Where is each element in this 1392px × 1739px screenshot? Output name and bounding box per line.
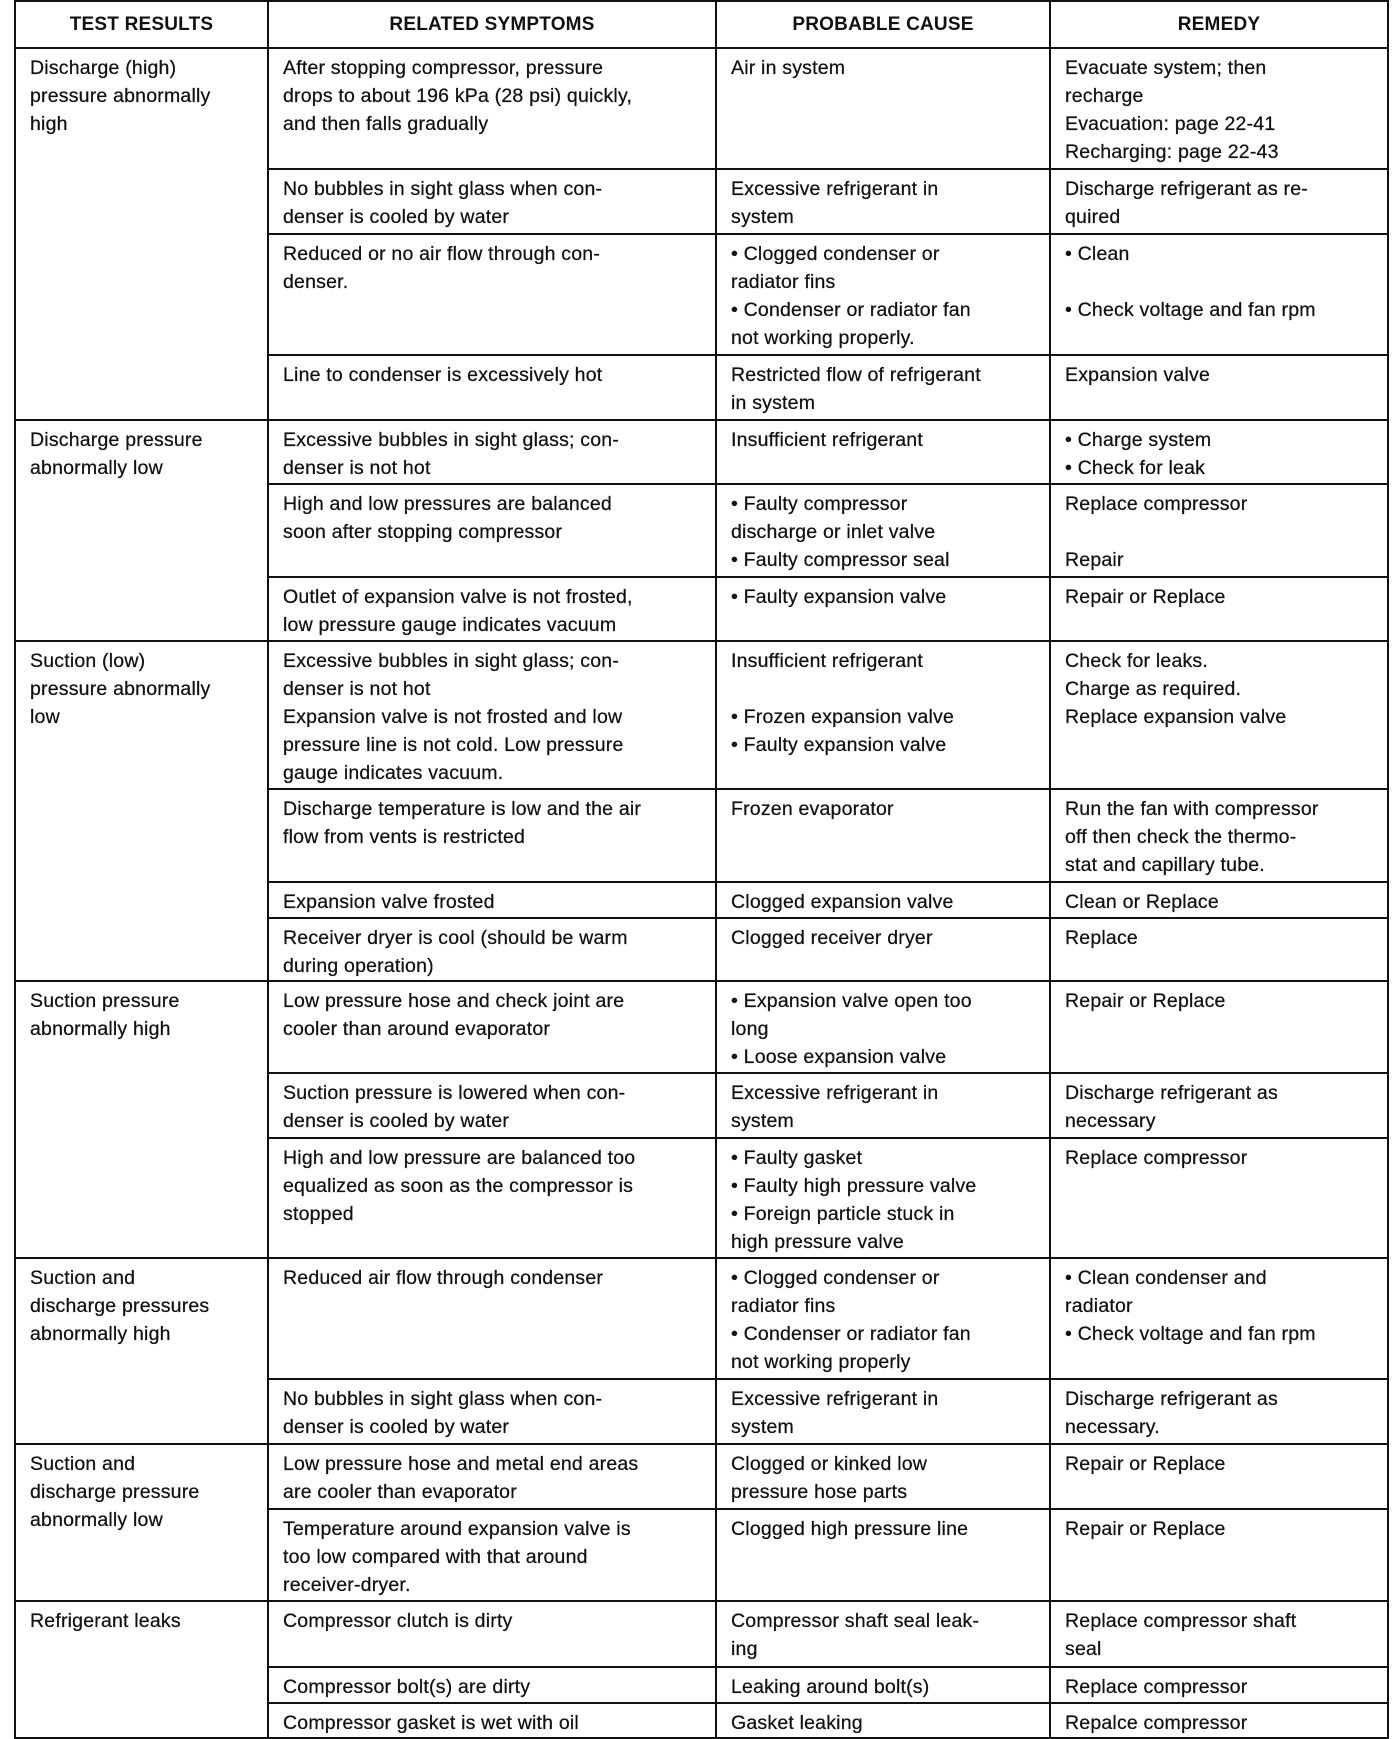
symptom-cell: Compressor gasket is wet with oil <box>268 1703 716 1738</box>
cause-cell: Excessive refrigerant in system <box>716 1073 1050 1138</box>
symptom-cell: Expansion valve frosted <box>268 882 716 918</box>
remedy-cell: Repair or Replace <box>1050 577 1388 641</box>
remedy-cell: Discharge refrigerant as necessary <box>1050 1073 1388 1138</box>
header-row <box>15 1 1388 48</box>
cause-cell: Insufficient refrigerant <box>716 420 1050 484</box>
cause-cell: • Clogged condenser or radiator fins • Condenser or radiator fan not working properly <box>716 1258 1050 1379</box>
symptom-cell: Reduced or no air flow through con- denser. <box>268 234 716 355</box>
cause-cell: Leaking around bolt(s) <box>716 1667 1050 1703</box>
remedy-cell: Repair or Replace <box>1050 1509 1388 1601</box>
remedy-cell: Replace compressor <box>1050 1138 1388 1258</box>
cause-cell: Restricted flow of refrigerant in system <box>716 355 1050 420</box>
symptom-cell: Low pressure hose and metal end areas are cooler than evaporator <box>268 1444 716 1509</box>
symptom-cell: Suction pressure is lowered when con- denser is cooled by water <box>268 1073 716 1138</box>
table-row <box>15 1601 1388 1667</box>
cause-cell: • Expansion valve open too long • Loose expansion valve <box>716 981 1050 1073</box>
remedy-cell: Replace compressor shaft seal <box>1050 1601 1388 1667</box>
cause-cell: Clogged or kinked low pressure hose parts <box>716 1444 1050 1509</box>
header-related-symptoms: RELATED SYMPTOMS <box>268 1 716 48</box>
table-row <box>15 420 1388 484</box>
test-result-cell: Discharge (high) pressure abnormally high <box>15 48 268 420</box>
test-result-cell: Refrigerant leaks <box>15 1601 268 1738</box>
table-row <box>15 1258 1388 1379</box>
cause-cell: • Faulty expansion valve <box>716 577 1050 641</box>
cause-cell: Excessive refrigerant in system <box>716 169 1050 234</box>
cause-cell: Clogged expansion valve <box>716 882 1050 918</box>
symptom-cell: Excessive bubbles in sight glass; con- denser is not hot <box>268 420 716 484</box>
symptom-cell: Excessive bubbles in sight glass; con- denser is not hot Expansion valve is not frosted and low pressure line is not cold. Low pressure gauge indicates vacuum. <box>268 641 716 789</box>
test-result-cell: Suction and discharge pressures abnormally high <box>15 1258 268 1444</box>
remedy-cell: Repair or Replace <box>1050 981 1388 1073</box>
cause-cell: • Faulty compressor discharge or inlet valve • Faulty compressor seal <box>716 484 1050 577</box>
remedy-cell: Clean or Replace <box>1050 882 1388 918</box>
symptom-cell: High and low pressure are balanced too equalized as soon as the compressor is stopped <box>268 1138 716 1258</box>
symptom-cell: Compressor clutch is dirty <box>268 1601 716 1667</box>
cause-cell: Air in system <box>716 48 1050 169</box>
cause-cell: Frozen evaporator <box>716 789 1050 882</box>
remedy-cell: Discharge refrigerant as re- quired <box>1050 169 1388 234</box>
troubleshooting-table <box>14 0 1389 1739</box>
cause-cell: • Clogged condenser or radiator fins • Condenser or radiator fan not working properly. <box>716 234 1050 355</box>
remedy-cell: Repalce compressor <box>1050 1703 1388 1738</box>
cause-cell: Clogged receiver dryer <box>716 918 1050 981</box>
symptom-cell: Temperature around expansion valve is too low compared with that around receiver-dryer. <box>268 1509 716 1601</box>
remedy-cell: Replace <box>1050 918 1388 981</box>
symptom-cell: Compressor bolt(s) are dirty <box>268 1667 716 1703</box>
cause-cell: Clogged high pressure line <box>716 1509 1050 1601</box>
symptom-cell: Discharge temperature is low and the air flow from vents is restricted <box>268 789 716 882</box>
symptom-cell: No bubbles in sight glass when con- denser is cooled by water <box>268 169 716 234</box>
remedy-cell: Run the fan with compressor off then check the thermo- stat and capillary tube. <box>1050 789 1388 882</box>
cause-cell: • Faulty gasket • Faulty high pressure valve • Foreign particle stuck in high pressure valve <box>716 1138 1050 1258</box>
remedy-cell: Repair or Replace <box>1050 1444 1388 1509</box>
header-remedy: REMEDY <box>1050 1 1388 48</box>
cause-cell: Insufficient refrigerant • Frozen expansion valve • Faulty expansion valve <box>716 641 1050 789</box>
table-row <box>15 641 1388 789</box>
symptom-cell: Reduced air flow through condenser <box>268 1258 716 1379</box>
remedy-cell: Replace compressor <box>1050 1667 1388 1703</box>
header-test-results: TEST RESULTS <box>15 1 268 48</box>
test-result-cell: Discharge pressure abnormally low <box>15 420 268 641</box>
cause-cell: Compressor shaft seal leak- ing <box>716 1601 1050 1667</box>
remedy-cell: Evacuate system; then recharge Evacuation: page 22-41 Recharging: page 22-43 <box>1050 48 1388 169</box>
remedy-cell: Replace compressor Repair <box>1050 484 1388 577</box>
symptom-cell: After stopping compressor, pressure drops to about 196 kPa (28 psi) quickly, and then falls gradually <box>268 48 716 169</box>
symptom-cell: No bubbles in sight glass when con- denser is cooled by water <box>268 1379 716 1444</box>
symptom-cell: Low pressure hose and check joint are cooler than around evaporator <box>268 981 716 1073</box>
remedy-cell: Expansion valve <box>1050 355 1388 420</box>
symptom-cell: Receiver dryer is cool (should be warm during operation) <box>268 918 716 981</box>
cause-cell: Gasket leaking <box>716 1703 1050 1738</box>
symptom-cell: Line to condenser is excessively hot <box>268 355 716 420</box>
test-result-cell: Suction and discharge pressure abnormally low <box>15 1444 268 1601</box>
remedy-cell: • Charge system • Check for leak <box>1050 420 1388 484</box>
remedy-cell: • Clean • Check voltage and fan rpm <box>1050 234 1388 355</box>
remedy-cell: Check for leaks. Charge as required. Replace expansion valve <box>1050 641 1388 789</box>
test-result-cell: Suction pressure abnormally high <box>15 981 268 1258</box>
table-row <box>15 48 1388 169</box>
remedy-cell: • Clean condenser and radiator • Check voltage and fan rpm <box>1050 1258 1388 1379</box>
table-body <box>15 48 1388 1738</box>
table-row <box>15 1444 1388 1509</box>
test-result-cell: Suction (low) pressure abnormally low <box>15 641 268 981</box>
symptom-cell: High and low pressures are balanced soon after stopping compressor <box>268 484 716 577</box>
table-row <box>15 981 1388 1073</box>
symptom-cell: Outlet of expansion valve is not frosted, low pressure gauge indicates vacuum <box>268 577 716 641</box>
remedy-cell: Discharge refrigerant as necessary. <box>1050 1379 1388 1444</box>
header-probable-cause: PROBABLE CAUSE <box>716 1 1050 48</box>
cause-cell: Excessive refrigerant in system <box>716 1379 1050 1444</box>
